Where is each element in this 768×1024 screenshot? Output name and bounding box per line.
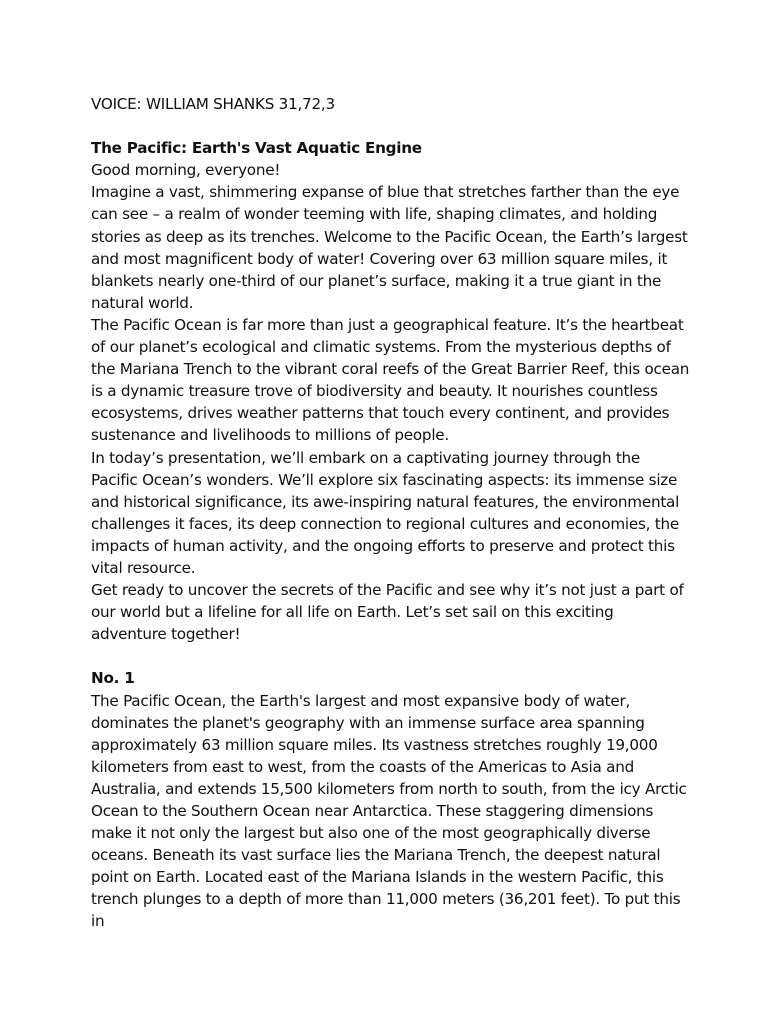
greeting: Good morning, everyone!: [91, 161, 281, 180]
intro-paragraph-3: In today’s presentation, we’ll embark on a captivating journey through the Pacific Ocean’s wonders. We’ll explore six fascinating aspects: its immense size and historical significance, its awe-inspiring natural features, the environmental challenges it faces, its deep connection to regional cultures and economies, the impacts of human activity, and the ongoing efforts to preserve and protect this vital resource.: [91, 448, 680, 577]
section-1-paragraph: The Pacific Ocean, the Earth's largest and most expansive body of water, dominates the planet's geography with an immense surface area spanning approximately 63 million square miles. Its vastness stretches roughly 19,000 kilometers from east to west, from the coasts of the Americas to Asia and Australia, and extends 15,500 kilometers from north to south, from the icy Arctic Ocean to the Southern Ocean near Antarctica. These staggering dimensions make it not only the largest but also one of the most geographically diverse oceans. Beneath its vast surface lies the Mariana Trench, the deepest natural point on Earth. Located east of the Mariana Islands in the western Pacific, this trench plunges to a depth of more than 11,000 meters (36,201 feet). To put this in: [91, 691, 687, 931]
intro-paragraph-4: Get ready to uncover the secrets of the Pacific and see why it’s not just a part of our world but a lifeline for all life on Earth. Let’s set sail on this exciting adventure together!: [91, 581, 684, 644]
intro-paragraph-2: The Pacific Ocean is far more than just a geographical feature. It’s the heartbeat of our planet’s ecological and climatic systems. From the mysterious depths of the Mariana Trench to the vibrant coral reefs of the Great Barrier Reef, this ocean is a dynamic treasure trove of biodiversity and beauty. It nourishes countless ecosystems, drives weather patterns that touch every continent, and provides sustenance and livelihoods to millions of people.: [91, 315, 690, 445]
document-title: The Pacific: Earth's Vast Aquatic Engine: [91, 139, 422, 158]
blank-line: [91, 645, 691, 667]
blank-line: [91, 115, 691, 137]
voice-line: VOICE: WILLIAM SHANKS 31,72,3: [91, 95, 335, 113]
document-body: [91, 93, 691, 933]
intro-paragraph-1: Imagine a vast, shimmering expanse of blue that stretches farther than the eye can see – a realm of wonder teeming with life, shaping climates, and holding stories as deep as its trenches. Welcome to the Pacific Ocean, the Earth’s largest and most magnificent body of water! Covering over 63 million square miles, it blankets nearly one-third of our planet’s surface, making it a true giant in the natural world.: [91, 183, 688, 312]
section-1-heading: No. 1: [91, 669, 135, 688]
